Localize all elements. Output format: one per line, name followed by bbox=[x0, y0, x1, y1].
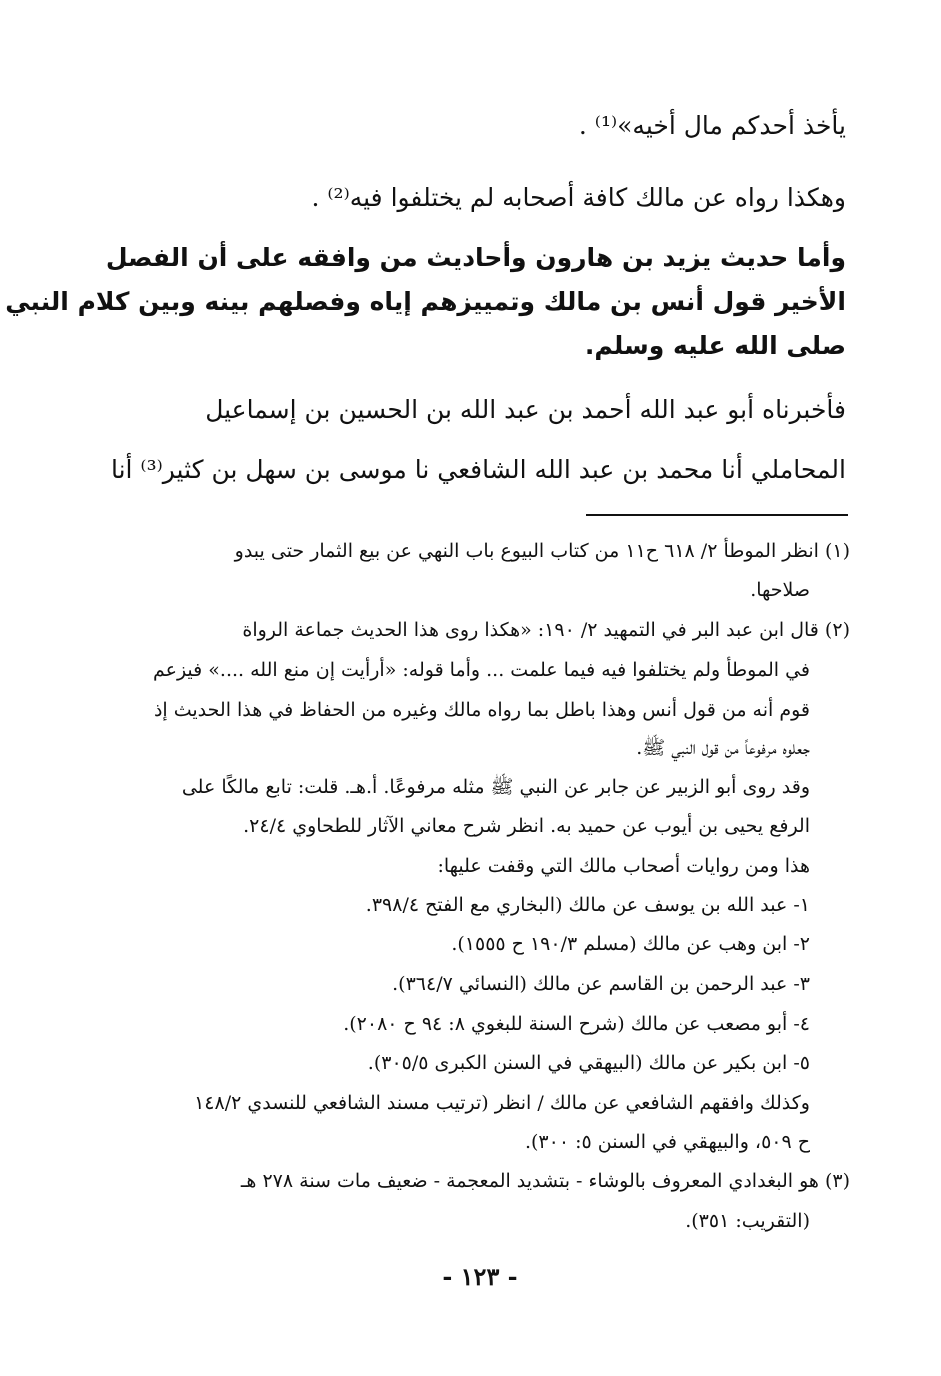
bold-heading-line: وأما حديث يزيد بن هارون وأحاديث من وافقه على أن الفصل bbox=[105, 243, 846, 272]
footnote-line: ح ٥٠٩، والبيهقي في السنن ٥: ٣٠٠). bbox=[524, 1131, 810, 1153]
footnote-line: (١) انظر الموطأ ٢/ ٦١٨ ح١١ من كتاب البيوع باب النهي عن بيع الثمار حتى يبدو bbox=[234, 540, 850, 562]
main-text-line: يأخذ أحدكم مال أخيه»⁽¹⁾ . bbox=[578, 111, 846, 140]
footnote-line: (٢) قال ابن عبد البر في التمهيد ٢/ ١٩٠: «هكذا روى هذا الحديث جماعة الرواة bbox=[242, 619, 850, 641]
bold-heading-line: صلى الله عليه وسلم. bbox=[584, 331, 846, 360]
footnote-list-item: ٣- عبد الرحمن بن القاسم عن مالك (النسائي ٣٦٤/٧). bbox=[392, 973, 810, 995]
footnote-line: قوم أنه من قول أنس وهذا باطل بما رواه مالك وغيره من الحفاظ في هذا الحديث إذ bbox=[153, 699, 810, 721]
main-text-line: وهكذا رواه عن مالك كافة أصحابه لم يختلفوا فيه⁽²⁾ . bbox=[311, 183, 846, 212]
footnote-line: وقد روى أبو الزبير عن جابر عن النبي ﷺ مثله مرفوعًا. أ.هـ. قلت: تابع مالكًا على bbox=[181, 776, 810, 798]
main-text-line: فأخبرناه أبو عبد الله أحمد بن عبد الله بن الحسين بن إسماعيل bbox=[205, 395, 846, 424]
footnote-line: الرفع يحيى بن أيوب عن حميد به. انظر شرح معاني الآثار للطحاوي ٢٤/٤. bbox=[243, 815, 810, 837]
footnote-line: في الموطأ ولم يختلفوا فيه فيما علمت ... وأما قوله: «أرأيت إن منع الله ....» فيزعم bbox=[152, 659, 810, 681]
footnote-line: صلاحها. bbox=[750, 579, 810, 601]
footnote-list-item: ٤- أبو مصعب عن مالك (شرح السنة للبغوي ٨: ٩٤ ح ٢٠٨٠). bbox=[343, 1013, 810, 1035]
footnote-list-item: ٥- ابن بكير عن مالك (البيهقي في السنن الكبرى ٣٠٥/٥). bbox=[367, 1052, 810, 1074]
footnote-line: جعلوه مرفوعاً من قول النبي ﷺ. bbox=[636, 737, 810, 759]
bold-heading-line: الأخير قول أنس بن مالك وتمييزهم إياه وفصلهم بينه وبين كلام النبي bbox=[5, 287, 846, 316]
footnote-divider bbox=[586, 514, 848, 516]
footnote-list-item: ١- عبد الله بن يوسف عن مالك (البخاري مع الفتح ٣٩٨/٤. bbox=[365, 894, 810, 916]
footnote-line: هذا ومن روايات أصحاب مالك التي وقفت عليها: bbox=[437, 855, 810, 877]
main-text-line: المحاملي أنا محمد بن عبد الله الشافعي نا موسى بن سهل بن كثير⁽³⁾ أنا bbox=[110, 455, 846, 484]
footnote-line: (٣) هو البغدادي المعروف بالوشاء - بتشديد المعجمة - ضعيف مات سنة ٢٧٨ هـ bbox=[240, 1170, 850, 1192]
page-number: - ١٢٣ - bbox=[442, 1262, 518, 1291]
footnote-line: (التقريب: ٣٥١). bbox=[685, 1210, 810, 1232]
footnote-list-item: ٢- ابن وهب عن مالك (مسلم ١٩٠/٣ ح ١٥٥٥). bbox=[451, 933, 810, 955]
footnote-line: وكذلك وافقهم الشافعي عن مالك / انظر (ترتيب مسند الشافعي للنسدي ١٤٨/٢ bbox=[194, 1092, 810, 1114]
